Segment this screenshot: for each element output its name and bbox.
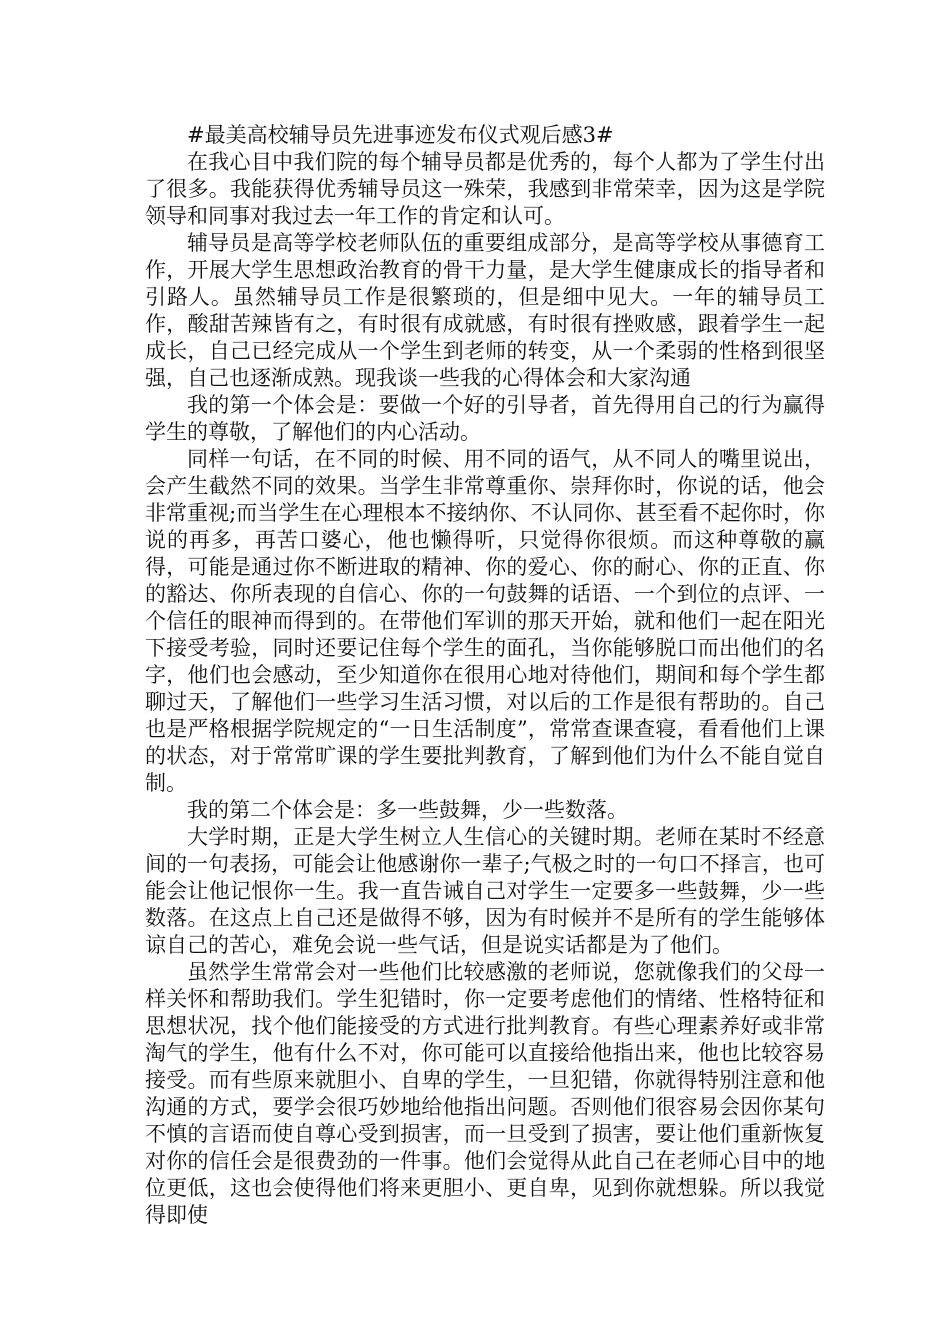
paragraph-5: 我的第二个体会是：多一些鼓舞，少一些数落。 bbox=[187, 798, 628, 822]
paragraph-3: 我的第一个体会是：要做一个好的引导者，首先得用自己的行为赢得学生的尊敬，了解他们的内心活动。 bbox=[145, 393, 825, 444]
paragraph-4: 同样一句话，在不同的时候、用不同的语气，从不同人的嘴里说出，会产生截然不同的效果。当学生非常尊重你、崇拜你时，你说的话，他会非常重视;而当学生在心理根本不接纳你、不认同你、甚至看不起你时，你说的再多，再苦口婆心，他也懒得听，只觉得你很烦。而这种尊敬的赢得，可能是通过你不断进取的精神、你的爱心、你的耐心、你的正直、你的豁达、你所表现的自信心、你的一句鼓舞的话语、一个到位的点评、一个信任的眼神而得到的。在带他们军训的那天开始，就和他们一起在阳光下接受考验，同时还要记住每个学生的面孔，当你能够脱口而出他们的名字，他们也会感动，至少知道你在很用心地对待他们，期间和每个学生都聊过天，了解他们一些学习生活习惯，对以后的工作是很有帮助的。自己也是严格根据学院规定的“一日生活制度”，常常查课查寝，看看他们上课的状态，对于常常旷课的学生要批判教育，了解到他们为什么不能自觉自制。 bbox=[145, 447, 825, 795]
paragraph-1: 在我心目中我们院的每个辅导员都是优秀的，每个人都为了学生付出了很多。我能获得优秀辅导员这一殊荣，我感到非常荣幸，因为这是学院领导和同事对我过去一年工作的肯定和认可。 bbox=[145, 150, 825, 228]
paragraph-7: 虽然学生常常会对一些他们比较感激的老师说，您就像我们的父母一样关怀和帮助我们。学生犯错时，你一定要考虑他们的情绪、性格特征和思想状况，找个他们能接受的方式进行批判教育。有些心理素养好或非常淘气的学生，他有什么不对，你可能可以直接给他指出来，他也比较容易接受。而有些原来就胆小、自卑的学生，一旦犯错，你就得特别注意和他沟通的方式，要学会很巧妙地给他指出问题。否则他们很容易会因你某句不慎的言语而使自尊心受到损害，而一旦受到了损害，要让他们重新恢复对你的信任会是很费劲的一件事。他们会觉得从此自己在老师心目中的地位更低，这也会使得他们将来更胆小、更自卑，见到你就想躲。所以我觉得即使 bbox=[145, 960, 825, 1227]
document-body bbox=[145, 122, 825, 1229]
paragraph-2: 辅导员是高等学校老师队伍的重要组成部分，是高等学校从事德育工作，开展大学生思想政治教育的骨干力量，是大学生健康成长的指导者和引路人。虽然辅导员工作是很繁琐的，但是细中见大。一年的辅导员工作，酸甜苦辣皆有之，有时很有成就感，有时很有挫败感，跟着学生一起成长，自己已经完成从一个学生到老师的转变，从一个柔弱的性格到很坚强，自己也逐渐成熟。现我谈一些我的心得体会和大家沟通 bbox=[145, 231, 825, 390]
paragraph-6: 大学时期，正是大学生树立人生信心的关键时期。老师在某时不经意间的一句表扬，可能会让他感谢你一辈子;气极之时的一句口不择言，也可能会让他记恨你一生。我一直告诫自己对学生一定要多一些鼓舞，少一些数落。在这点上自己还是做得不够，因为有时候并不是所有的学生能够体谅自己的苦心，难免会说一些气话，但是说实话都是为了他们。 bbox=[145, 825, 825, 957]
document-title: #最美高校辅导员先进事迹发布仪式观后感3# bbox=[187, 123, 614, 147]
